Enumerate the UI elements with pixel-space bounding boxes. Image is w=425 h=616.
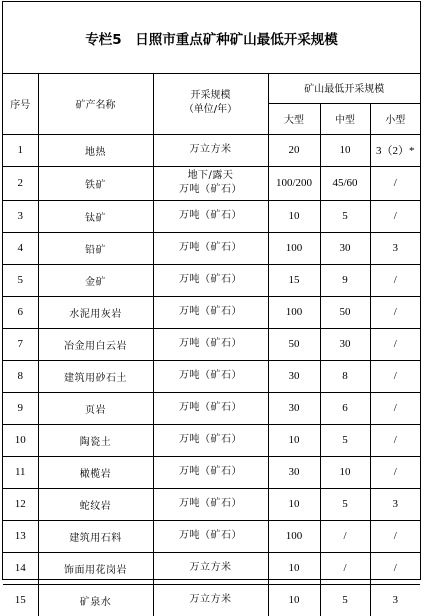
cell-scale-unit — [153, 232, 268, 264]
table-row — [3, 584, 420, 616]
cell-mineral-name: 蛇纹岩 — [38, 488, 153, 520]
table-row — [3, 296, 420, 328]
cell-scale-unit — [153, 456, 268, 488]
header-seq: 序号 — [3, 73, 38, 134]
cell-mineral-name: 金矿 — [38, 264, 153, 296]
cell-medium: 5 — [320, 584, 370, 616]
table-row — [3, 360, 420, 392]
table-row — [3, 488, 420, 520]
cell-seq: 1 — [3, 134, 38, 166]
cell-mineral-name: 页岩 — [38, 392, 153, 424]
table-row — [3, 552, 420, 584]
cell-scale-unit-line1: 万立方米 — [189, 594, 232, 606]
cell-large: 20 — [268, 134, 320, 166]
cell-large: 30 — [268, 392, 320, 424]
cell-medium: 50 — [320, 296, 370, 328]
cell-scale-unit-line1: 万吨（矿石） — [179, 306, 242, 317]
cell-medium: 30 — [320, 232, 370, 264]
cell-mineral-name: 橄榄岩 — [38, 456, 153, 488]
table-row — [3, 424, 420, 456]
cell-large: 100 — [268, 520, 320, 552]
cell-scale-unit — [153, 424, 268, 456]
cell-scale-unit-line1: 万吨（矿石） — [179, 242, 242, 253]
cell-scale-unit-line1: 万吨（矿石） — [179, 530, 242, 541]
cell-scale-unit — [153, 488, 268, 520]
cell-scale-unit — [153, 520, 268, 552]
cell-small: / — [370, 424, 420, 456]
cell-scale-unit-line2: 万吨（矿石） — [179, 184, 242, 195]
cell-seq: 9 — [3, 392, 38, 424]
cell-scale-unit-line1: 万吨（矿石） — [179, 338, 242, 349]
cell-medium: 45/60 — [320, 166, 370, 200]
cell-scale-unit-line1: 万立方米 — [189, 144, 232, 155]
cell-mineral-name: 钛矿 — [38, 200, 153, 232]
cell-scale-unit — [153, 392, 268, 424]
cell-mineral-name: 建筑用砂石土 — [38, 360, 153, 392]
cell-scale-unit-line1: 万吨（矿石） — [179, 498, 242, 509]
cell-scale-unit — [153, 360, 268, 392]
table-row — [3, 232, 420, 264]
cell-large: 50 — [268, 328, 320, 360]
cell-seq: 5 — [3, 264, 38, 296]
table-row — [3, 134, 420, 166]
cell-seq: 15 — [3, 584, 38, 616]
cell-scale-unit-line1: 地下/露天 — [187, 170, 234, 181]
table-row — [3, 456, 420, 488]
table-row — [3, 200, 420, 232]
cell-small: / — [370, 166, 420, 200]
cell-seq: 11 — [3, 456, 38, 488]
cell-mineral-name: 地热 — [38, 134, 153, 166]
cell-medium: 5 — [320, 200, 370, 232]
cell-seq: 8 — [3, 360, 38, 392]
cell-small: / — [370, 296, 420, 328]
cell-mineral-name: 水泥用灰岩 — [38, 296, 153, 328]
mining-scale-table — [3, 73, 420, 616]
cell-small: / — [370, 456, 420, 488]
header-medium: 中型 — [320, 103, 370, 134]
cell-medium: 6 — [320, 392, 370, 424]
cell-large: 100 — [268, 232, 320, 264]
cell-scale-unit-line1: 万吨（矿石） — [179, 402, 242, 413]
cell-seq: 3 — [3, 200, 38, 232]
cell-mineral-name: 铅矿 — [38, 232, 153, 264]
cell-medium: 30 — [320, 328, 370, 360]
cell-scale-unit — [153, 264, 268, 296]
cell-large: 100/200 — [268, 166, 320, 200]
cell-small: / — [370, 392, 420, 424]
cell-small: / — [370, 360, 420, 392]
cell-mineral-name: 建筑用石料 — [38, 520, 153, 552]
table-title: 专栏5 日照市重点矿种矿山最低开采规模 — [3, 2, 420, 74]
cell-seq: 2 — [3, 166, 38, 200]
cell-large: 100 — [268, 296, 320, 328]
cell-medium: / — [320, 552, 370, 584]
cell-scale-unit — [153, 552, 268, 584]
cell-seq: 12 — [3, 488, 38, 520]
cell-scale-unit-line1: 万吨（矿石） — [179, 210, 242, 221]
cell-seq: 6 — [3, 296, 38, 328]
cell-large: 10 — [268, 424, 320, 456]
table-row — [3, 520, 420, 552]
cell-medium: 5 — [320, 488, 370, 520]
cell-medium: / — [320, 520, 370, 552]
header-large: 大型 — [268, 103, 320, 134]
cell-mineral-name: 冶金用白云岩 — [38, 328, 153, 360]
cell-small: 3 — [370, 488, 420, 520]
cell-scale-unit-line1: 万吨（矿石） — [179, 274, 242, 285]
table-row — [3, 328, 420, 360]
cell-large: 10 — [268, 584, 320, 616]
cell-mineral-name: 矿泉水 — [38, 584, 153, 616]
cell-scale-unit — [153, 296, 268, 328]
cell-scale-unit-line1: 万吨（矿石） — [179, 370, 242, 381]
cell-large: 10 — [268, 552, 320, 584]
cell-scale-unit-line1: 万吨（矿石） — [179, 466, 242, 477]
header-min-scale: 矿山最低开采规模 — [268, 73, 420, 103]
cell-mineral-name: 铁矿 — [38, 166, 153, 200]
cell-seq: 4 — [3, 232, 38, 264]
header-scale-unit-line2: （单位/年） — [183, 104, 238, 116]
cell-medium: 10 — [320, 134, 370, 166]
cell-small: / — [370, 552, 420, 584]
header-scale-unit-line1: 开采规模 — [190, 90, 231, 102]
cell-scale-unit — [153, 328, 268, 360]
cell-large: 30 — [268, 360, 320, 392]
cell-scale-unit — [153, 584, 268, 616]
cell-scale-unit — [153, 200, 268, 232]
cell-large: 15 — [268, 264, 320, 296]
cell-mineral-name: 陶瓷土 — [38, 424, 153, 456]
cell-seq: 7 — [3, 328, 38, 360]
cell-scale-unit — [153, 166, 268, 200]
document-frame — [2, 1, 421, 608]
cell-medium: 5 — [320, 424, 370, 456]
table-row — [3, 264, 420, 296]
cell-seq: 10 — [3, 424, 38, 456]
cell-mineral-name: 饰面用花岗岩 — [38, 552, 153, 584]
cell-large: 10 — [268, 200, 320, 232]
cell-medium: 10 — [320, 456, 370, 488]
header-scale-unit — [153, 73, 268, 134]
table-row — [3, 392, 420, 424]
cell-small: / — [370, 264, 420, 296]
header-mineral: 矿产名称 — [38, 73, 153, 134]
cell-scale-unit — [153, 134, 268, 166]
cell-seq: 13 — [3, 520, 38, 552]
table-row — [3, 166, 420, 200]
cell-small: / — [370, 328, 420, 360]
cell-medium: 9 — [320, 264, 370, 296]
cell-scale-unit-line1: 万立方米 — [189, 562, 232, 573]
cell-large: 10 — [268, 488, 320, 520]
cell-small: 3 — [370, 584, 420, 616]
cell-large: 30 — [268, 456, 320, 488]
cell-scale-unit-line1: 万吨（矿石） — [179, 434, 242, 445]
cell-small: 3（2）* — [370, 134, 420, 166]
cell-small: / — [370, 200, 420, 232]
cell-medium: 8 — [320, 360, 370, 392]
cell-small: 3 — [370, 232, 420, 264]
header-small: 小型 — [370, 103, 420, 134]
cell-small: / — [370, 520, 420, 552]
cell-seq: 14 — [3, 552, 38, 584]
